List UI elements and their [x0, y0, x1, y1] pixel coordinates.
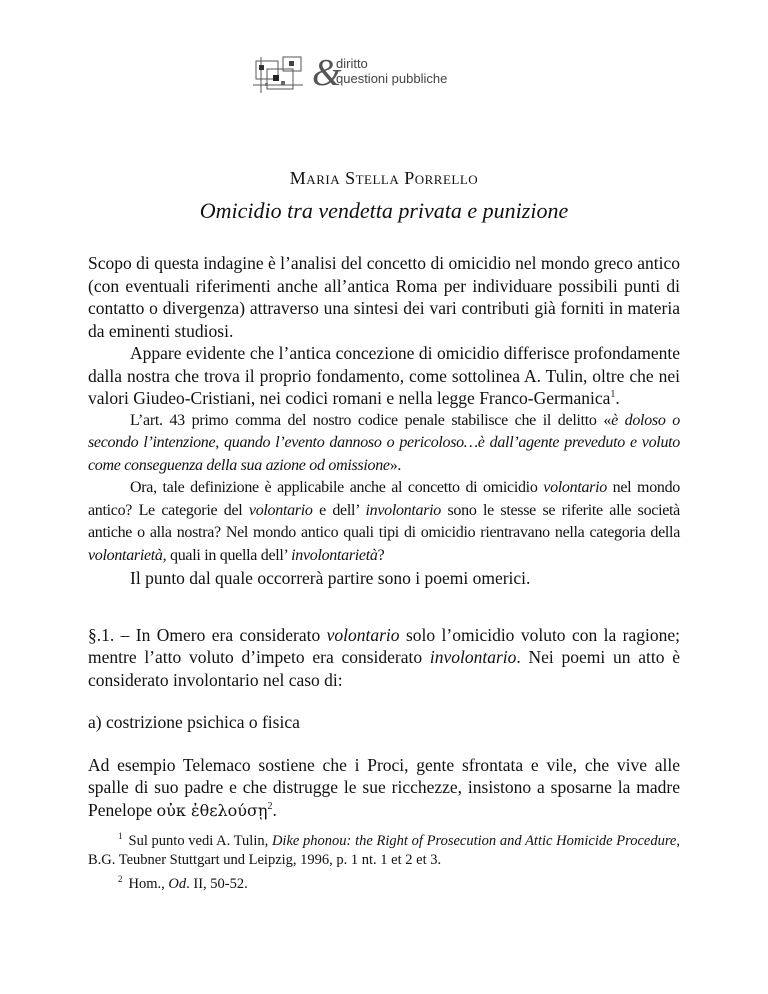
s1-c: . Nei poemi un atto è considerato involontario nel caso di:	[88, 647, 680, 690]
s1-i1: volontario	[326, 624, 400, 645]
logo-ampersand: &	[312, 52, 342, 94]
paragraph-5: Il punto dal quale occorrerà partire sono i poemi omerici.	[130, 568, 531, 588]
s3-a: Ad esempio Telemaco sostiene che i Proci, gente sfrontata e vile, che vive alle spalle di suo padre e che distrugge le sue ricchezze, insistono a sposarne la madre Penelope	[88, 754, 680, 820]
footnote-1	[88, 827, 680, 870]
journal-logo-text	[312, 52, 448, 94]
paragraph-2-end: .	[615, 388, 620, 408]
logo-line-questioni: questioni pubbliche	[336, 71, 448, 86]
s3-end: .	[272, 799, 277, 820]
p4-i4: volontarietà	[88, 546, 163, 564]
paragraph-1: Scopo di questa indagine è l’analisi del concetto di omicidio nel mondo greco antico (con eventuali riferimenti anche all’antica Roma per individuare possibili punti di contatto o divergenza) attraverso una sintesi dei vari contributi già forniti in materia da eminenti studiosi.	[88, 253, 680, 341]
legal-quote: è doloso o secondo l’intenzione, quando l’evento dannoso o pericoloso…è dall’agente preveduto e voluto come conseguenza della sua azione od omissione	[88, 411, 680, 474]
paragraph-4	[88, 477, 680, 567]
p4-c: e dell’	[312, 501, 366, 519]
paragraph-2	[88, 342, 680, 410]
list-item-a: a) costrizione psichica o fisica	[88, 712, 300, 732]
paragraph-3-end: ».	[389, 456, 402, 474]
greek-phrase: οὐκ ἐθελούσῃ	[156, 800, 268, 820]
article-title: Omicidio tra vendetta privata e punizione	[199, 198, 569, 223]
p4-i2: volontario	[248, 501, 313, 519]
paragraph-3-text: L’art. 43 primo comma del nostro codice penale stabilisce che il delitto «	[130, 411, 612, 429]
s1-a: §.1. – In Omero era considerato	[88, 624, 327, 645]
author-name: Maria Stella Porrello	[289, 168, 479, 188]
fn2-a: Hom.,	[128, 875, 169, 892]
paragraph-3	[88, 410, 680, 478]
footnote-ref-2[interactable]: 2	[267, 800, 273, 812]
footnote-2	[88, 870, 680, 894]
footnotes	[88, 827, 680, 894]
p4-a: Ora, tale definizione è applicabile anche al concetto di omicidio	[130, 479, 544, 496]
p4-i1: volontario	[543, 479, 607, 496]
footnote-ref-1[interactable]: 1	[610, 389, 616, 401]
paragraph-2-text: Appare evidente che l’antica concezione di omicidio differisce profondamente dalla nostra che trova il proprio fondamento, come sottolinea A. Tulin, oltre che nei valori Giudeo-Cristiani, nei codici romani e nella legge Franco-Germanica	[88, 343, 680, 408]
example-paragraph	[88, 754, 680, 823]
article-body	[88, 252, 680, 822]
section-1-paragraph	[88, 624, 680, 692]
fn1-b: , B.G. Teubner Stuttgart und Leipzig, 1996, p. 1 nt. 1 et 2 et 3.	[88, 832, 680, 868]
s1-i2: involontario	[429, 647, 517, 667]
p4-b: nel mondo antico? Le categorie del	[88, 479, 680, 519]
p4-d: sono le stesse se riferite alle società antiche o alla nostra? Nel mondo antico quali tipi di omicidio rientravano nella categoria della	[88, 501, 680, 541]
fn1-i: , Dike phonou: the Right of Prosecution and Attic Homicide Procedure	[264, 832, 677, 849]
p4-i5: involontarietà	[291, 546, 378, 564]
footnote-2-number: 2	[118, 873, 123, 884]
fn2-b: . II, 50-52.	[186, 875, 248, 892]
p4-i3: involontario	[365, 501, 441, 519]
fn2-i: Od	[168, 875, 187, 892]
fn1-a: Sul punto vedi A. Tulin	[128, 832, 265, 849]
footnote-1-number: 1	[118, 831, 123, 841]
p4-f: ?	[377, 546, 385, 564]
p4-e: , quali in quella dell’	[162, 546, 292, 564]
s1-b: solo l’omicidio voluto con la ragione; mentre l’atto voluto d’impeto era considerato	[88, 624, 680, 667]
logo-line-diritto: diritto	[336, 56, 368, 71]
